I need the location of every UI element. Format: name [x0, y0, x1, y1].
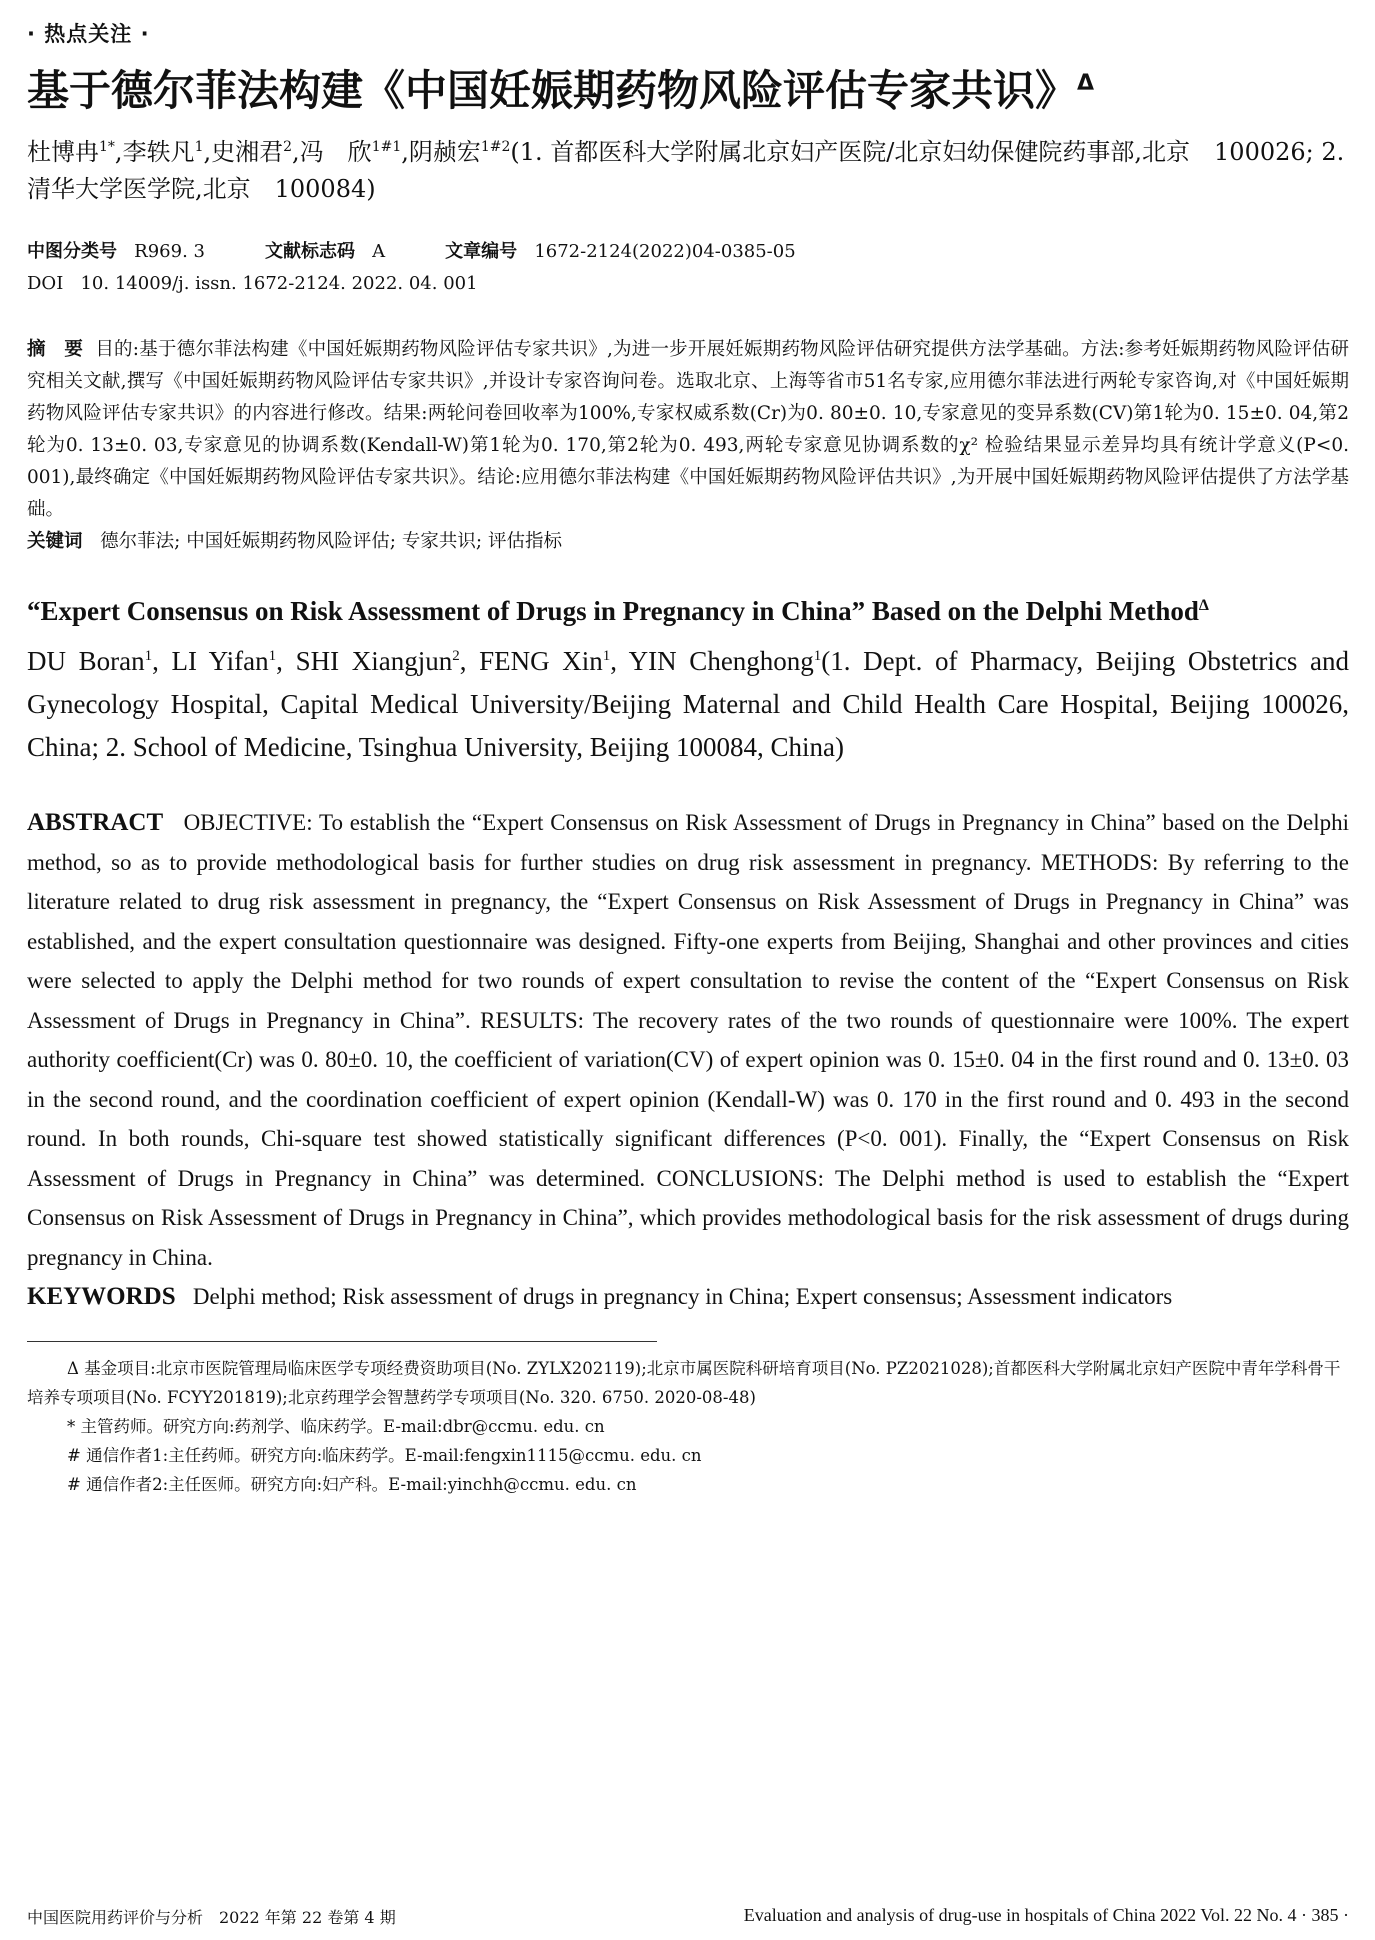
en-author-3: SHI Xiangjun$^2$ [295, 646, 460, 676]
author-3: 史湘君$^2$ [211, 138, 293, 166]
article-number-value: 1672-2124(2022)04-0385-05 [534, 241, 796, 262]
chinese-affiliation: (1. 首都医科大学附属北京妇产医院/北京妇幼保健院药事部,北京 100026; 2. 清华大学医学院,北京 100084) [27, 138, 1345, 203]
clc-value: R969. 3 [134, 241, 205, 262]
author-1: 杜博冉$^{1*}$ [27, 138, 115, 166]
chinese-keywords [27, 526, 1349, 558]
footnote-corresponding-1: # 通信作者1:主任药师。研究方向:临床药学。E-mail:fengxin1115@ccmu. edu. cn [67, 1445, 702, 1465]
page-footer [27, 1905, 1349, 1928]
en-author-1: DU Boran$^1$ [27, 646, 153, 676]
english-abstract-text: OBJECTIVE: To establish the “Expert Consensus on Risk Assessment of Drugs in Pregnancy in China” based on the Delphi method, so as to provide methodological basis for further studies on drug risk assessment in pregnancy. METHODS: By referring to the literature related to drug risk assessment in pregnancy, the “Expert Consensus on Risk Assessment of Drugs in Pregnancy in China” was established, and the expert consultation questionnaire was designed. Fifty-one experts from Beijing, Shanghai and other provinces and cities were selected to apply the Delphi method for two rounds of expert consultation to revise the content of the “Expert Consensus on Risk Assessment of Drugs in Pregnancy in China”. RESULTS: The recovery rates of the two rounds of questionnaire were 100%. The expert authority coefficient(Cr) was 0. 80±0. 10, the coefficient of variation(CV) of expert opinion was 0. 15±0. 04 in the first round and 0. 13±0. 03 in the second round, and the coordination coefficient of expert opinion (Kendall-W) was 0. 170 in the first round and 0. 493 in the second round. In both rounds, Chi-square test showed statistically significant differences (P<0. 001). Finally, the “Expert Consensus on Risk Assessment of Drugs in Pregnancy in China” was determined. CONCLUSIONS: The Delphi method is used to establish the “Expert Consensus on Risk Assessment of Drugs in Pregnancy in China”, which provides methodological basis for the risk assessment of drugs during pregnancy in China. [27, 810, 1349, 1270]
en-author-2: LI Yifan$^1$ [171, 646, 277, 676]
chinese-abstract [27, 334, 1349, 558]
chinese-keywords-label: 关键词 [27, 531, 83, 552]
footer-journal-en: Evaluation and analysis of drug-use in hospitals of China 2022 Vol. 22 No. 4 · 385 · [743, 1905, 1349, 1925]
doi-value: 10. 14009/j. issn. 1672-2124. 2022. 04. 001 [80, 273, 478, 294]
en-author-5: YIN Chenghong$^1$ [628, 646, 822, 676]
doc-code-value: A [372, 241, 386, 262]
en-author-4: FENG Xin$^1$ [479, 646, 611, 676]
chinese-keywords-text: 德尔菲法; 中国妊娠期药物风险评估; 专家共识; 评估指标 [100, 531, 563, 552]
author-2: 李轶凡$^1$ [122, 138, 204, 166]
doi-label: DOI [27, 273, 64, 294]
english-title-fund-mark: Δ [1198, 597, 1209, 614]
article-page [27, 18, 1349, 1499]
author-5: 阴赪宏$^{1\#2}$ [408, 138, 511, 166]
english-keywords-label: KEYWORDS [27, 1283, 176, 1310]
chinese-abstract-label: 摘 要 [27, 339, 84, 360]
article-number-label: 文章编号 [445, 241, 518, 262]
english-keywords-text: Delphi method; Risk assessment of drugs in pregnancy in China; Expert consensus; Assessment indicators [192, 1284, 1173, 1309]
english-keywords [27, 1277, 1349, 1317]
footnote-corresponding-2: # 通信作者2:主任医师。研究方向:妇产科。E-mail:yinchh@ccmu. edu. cn [67, 1474, 637, 1494]
footnotes [27, 1354, 1349, 1499]
english-abstract-label: ABSTRACT [27, 809, 164, 836]
english-affiliation: (1. Dept. of Pharmacy, Beijing Obstetrics and Gynecology Hospital, Capital Medical University/Beijing Maternal and Child Health Care Hospital, Beijing 100026, China; 2. School of Medicine, Tsinghua University, Beijing 100084, China) [27, 646, 1350, 762]
doi-row [27, 268, 1349, 300]
section-tag: · 热点关注 · [27, 22, 150, 46]
doc-code-label: 文献标志码 [264, 241, 355, 262]
footnote-divider [27, 1341, 657, 1342]
clc-label: 中图分类号 [27, 241, 117, 262]
author-4: 冯 欣$^{1\#1}$ [299, 138, 402, 166]
chinese-title [27, 58, 1349, 117]
chinese-abstract-text: 目的:基于德尔菲法构建《中国妊娠期药物风险评估专家共识》,为进一步开展妊娠期药物风险评估研究提供方法学基础。方法:参考妊娠期药物风险评估研究相关文献,撰写《中国妊娠期药物风险评估专家共识》,并设计专家咨询问卷。选取北京、上海等省市51名专家,应用德尔菲法进行两轮专家咨询,对《中国妊娠期药物风险评估专家共识》的内容进行修改。结果:两轮问卷回收率为100%,专家权威系数(Cr)为0. 80±0. 10,专家意见的变异系数(CV)第1轮为0. 15±0. 04,第2轮为0. 13±0. 03,专家意见的协调系数(Kendall-W)第1轮为0. 170,第2轮为0. 493,两轮专家意见协调系数的χ² 检验结果显示差异均具有统计学意义(P<0. 001),最终确定《中国妊娠期药物风险评估专家共识》。结论:应用德尔菲法构建《中国妊娠期药物风险评估共识》,为开展中国妊娠期药物风险评估提供了方法学基础。 [27, 339, 1349, 520]
footer-journal-cn: 中国医院用药评价与分析 2022 年第 22 卷第 4 期 [27, 1908, 396, 1927]
classification-row [27, 236, 1349, 268]
english-title [27, 586, 1349, 631]
english-title-text: “Expert Consensus on Risk Assessment of Drugs in Pregnancy in China” Based on the Delphi Method [27, 596, 1199, 626]
footnote-funding: Δ 基金项目:北京市医院管理局临床医学专项经费资助项目(No. ZYLX202119);北京市属医院科研培育项目(No. PZ2021028);首都医科大学附属北京妇产医院中青年学科骨干培养专项项目(No. FCYY201819);北京药理学会智慧药学专项项目(No. 320. 6750. 2020-08-48) [27, 1358, 1341, 1407]
english-authors: DU Boran$^1$, LI Yifan$^1$, SHI Xiangjun$^2$, FENG Xin$^1$, YIN Chenghong$^1$(1. Dept. of Pharmacy, Beijing Obstetrics and Gynecology Hospital, Capital Medical University/Beijing Maternal and Child Health Care Hospital, Beijing 100026, China; 2. School of Medicine, Tsinghua University, Beijing 100084, China) [27, 646, 1350, 762]
footnote-first-author: * 主管药师。研究方向:药剂学、临床药学。E-mail:dbr@ccmu. edu. cn [67, 1416, 605, 1436]
chinese-authors: 杜博冉$^{1*}$,李轶凡$^1$,史湘君$^2$,冯 欣$^{1\#1}$,阴赪宏$^{1\#2}$(1. 首都医科大学附属北京妇产医院/北京妇幼保健院药事部,北京 100026; 2. 清华大学医学院,北京 100084) [27, 138, 1345, 203]
english-abstract [27, 803, 1349, 1277]
title-fund-mark: Δ [1077, 71, 1095, 96]
chinese-title-text: 基于德尔菲法构建《中国妊娠期药物风险评估专家共识》 [27, 66, 1078, 115]
article-meta [27, 236, 1349, 300]
